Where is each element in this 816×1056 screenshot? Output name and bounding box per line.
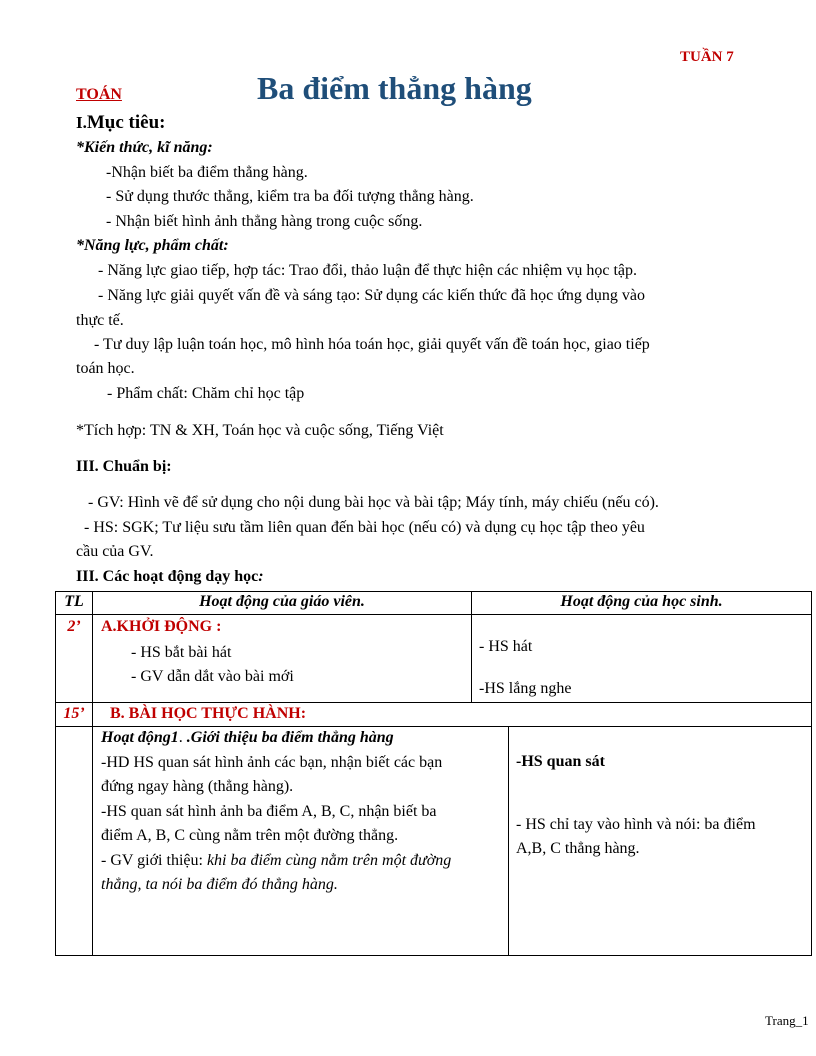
objectives-heading-number: I. — [76, 113, 87, 132]
activities-heading — [76, 568, 264, 586]
header-tl-label: TL — [64, 593, 84, 610]
teacher-line: điểm A, B, C cùng nằm trên một đường thẳng. — [101, 827, 399, 844]
competency-item-continued: thực tế. — [76, 312, 124, 329]
header-teacher-label: Hoạt động của giáo viên. — [199, 593, 365, 610]
header-student-label: Hoạt động của học sinh. — [560, 593, 723, 610]
knowledge-item: - Sử dụng thước thẳng, kiểm tra ba đối tượng thẳng hàng. — [106, 188, 474, 205]
teacher-line: đứng ngay hàng (thẳng hàng). — [101, 778, 294, 795]
teacher-item: - HS bắt bài hát — [131, 644, 232, 661]
preparation-heading: III. Chuẩn bị: — [76, 458, 172, 475]
competency-heading: *Năng lực, phẩm chất: — [76, 237, 229, 254]
subject-label: TOÁN — [76, 86, 122, 103]
student-observe: -HS quan sát — [516, 753, 605, 770]
integration-note: *Tích hợp: TN & XH, Toán học và cuộc sống, Tiếng Việt — [76, 422, 444, 439]
activity-name: .Giới thiệu ba điểm thẳng hàng — [186, 729, 394, 746]
preparation-student: - HS: SGK; Tư liệu sưu tầm liên quan đến bài học (nếu có) và dụng cụ học tập theo yêu — [84, 519, 645, 536]
knowledge-heading: *Kiến thức, kĩ năng: — [76, 139, 213, 156]
time-cell — [56, 615, 93, 703]
knowledge-item: -Nhận biết ba điểm thẳng hàng. — [106, 164, 308, 181]
activity-separator: . — [178, 729, 187, 746]
preparation-student-continued: cầu của GV. — [76, 543, 154, 560]
teacher-cell — [93, 727, 509, 956]
preparation-teacher: - GV: Hình vẽ để sử dụng cho nội dung bài học và bài tập; Máy tính, máy chiếu (nếu có). — [88, 494, 659, 511]
section-title-cell — [93, 703, 812, 727]
table-row — [56, 703, 812, 727]
student-cell — [472, 615, 812, 703]
time-value: 2’ — [67, 618, 81, 635]
activities-heading-text: III. Các hoạt động dạy học — [76, 568, 259, 585]
competency-item: - Năng lực giải quyết vấn đề và sáng tạo: Sử dụng các kiến thức đã học ứng dụng vào — [98, 287, 645, 304]
teacher-intro-lead: - GV giới thiệu: — [101, 852, 207, 869]
objectives-heading-text: Mục tiêu: — [86, 112, 166, 133]
time-value: 15’ — [63, 705, 85, 722]
student-point: - HS chỉ tay vào hình và nói: ba điểm — [516, 816, 756, 833]
teacher-line: -HS quan sát hình ảnh ba điểm A, B, C, nhận biết ba — [101, 803, 437, 820]
competency-item: - Tư duy lập luận toán học, mô hình hóa toán học, giải quyết vấn đề toán học, giao tiếp — [94, 336, 650, 353]
teacher-line: -HD HS quan sát hình ảnh các bạn, nhận biết các bạn — [101, 754, 443, 771]
header-cell-student — [472, 592, 812, 615]
competency-item-continued: toán học. — [76, 360, 135, 377]
knowledge-item: - Nhận biết hình ảnh thẳng hàng trong cuộc sống. — [106, 213, 423, 230]
activities-heading-colon: : — [258, 568, 264, 585]
week-label: TUẦN 7 — [680, 49, 734, 65]
page-title: Ba điểm thẳng hàng — [257, 70, 532, 106]
teacher-intro-definition-continued: thẳng, ta nói ba điểm đó thẳng hàng. — [101, 876, 338, 893]
teacher-intro-definition: khi ba điểm cùng nằm trên một đường — [206, 852, 452, 869]
lesson-plan-table — [55, 591, 812, 956]
objectives-heading — [76, 112, 166, 134]
student-item: - HS hát — [479, 638, 533, 655]
table-row — [56, 727, 812, 956]
table-row — [56, 615, 812, 703]
page-number: Trang_1 — [765, 1013, 809, 1028]
activity-title — [101, 729, 394, 747]
header-cell-tl — [56, 592, 93, 615]
student-item: -HS lắng nghe — [479, 680, 572, 697]
time-cell — [56, 727, 93, 956]
header-cell-teacher — [93, 592, 472, 615]
teacher-cell — [93, 615, 472, 703]
student-cell — [509, 727, 812, 956]
competency-item: - Năng lực giao tiếp, hợp tác: Trao đổi, thảo luận để thực hiện các nhiệm vụ học tập. — [98, 262, 637, 279]
time-cell — [56, 703, 93, 727]
table-header-row — [56, 592, 812, 615]
section-title: A.KHỞI ĐỘNG : — [101, 618, 222, 635]
student-point-continued: A,B, C thẳng hàng. — [516, 840, 640, 857]
teacher-intro — [101, 852, 451, 870]
section-title: B. BÀI HỌC THỰC HÀNH: — [110, 705, 307, 722]
teacher-item: - GV dẫn dắt vào bài mới — [131, 668, 294, 685]
activity-label: Hoạt động1 — [101, 729, 179, 746]
competency-item: - Phẩm chất: Chăm chỉ học tập — [107, 385, 305, 402]
